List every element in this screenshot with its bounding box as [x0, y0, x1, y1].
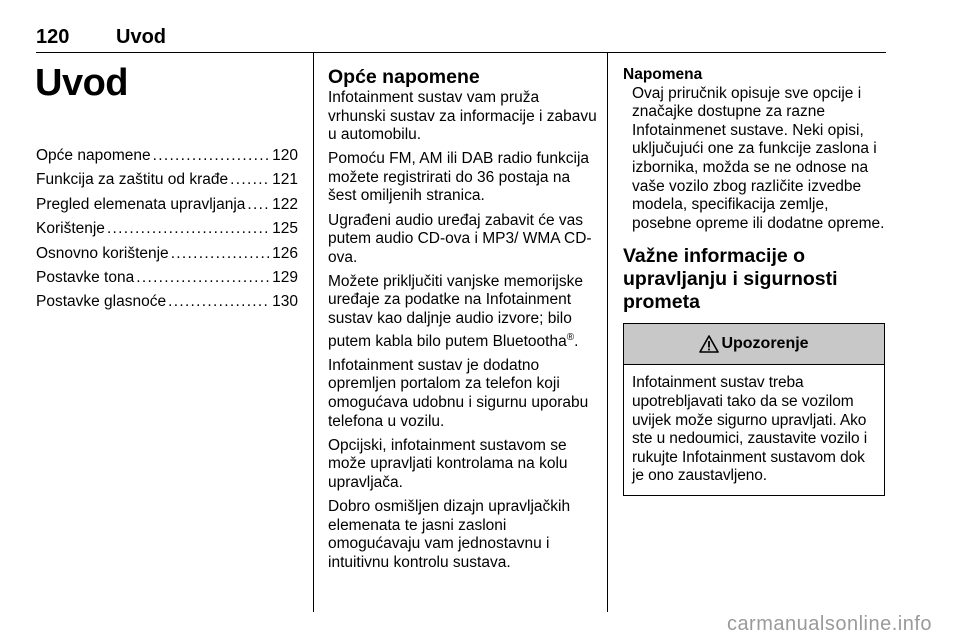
paragraph: Dobro osmišljen dizajn upravljačkih elemenata te jasni zasloni omogućavaju vam jednostavnu i intuitivnu kontrolu sustava.	[328, 498, 571, 571]
toc-entry[interactable]	[36, 290, 298, 314]
right-column	[623, 66, 891, 496]
toc-leader	[168, 290, 270, 314]
watermark: carmanualsonline.info	[726, 613, 932, 635]
column-divider	[607, 52, 608, 612]
paragraph-period: .	[574, 332, 579, 350]
registered-mark: ®	[566, 331, 575, 343]
toc-leader	[107, 217, 270, 241]
toc-label: Korištenje	[36, 220, 105, 238]
warning-triangle-icon	[699, 335, 719, 353]
general-section	[328, 66, 598, 578]
toc-label: Osnovno korištenje	[36, 244, 169, 262]
toc-leader	[171, 242, 270, 266]
toc-label: Funkcija za zaštitu od krađe	[36, 171, 229, 189]
warning-title: Upozorenje	[721, 335, 809, 353]
chapter-title: Uvod	[35, 62, 128, 104]
toc-page: 129	[272, 269, 298, 287]
warning-text: Infotainment sustav treba upotrebljavati tako da se vozilom uvijek može sigurno upravljati. Ako ste u nedoumici, zaustavite vozilo i rukujte Infotainment sustavom dok je ono zaustavljeno.	[632, 374, 868, 485]
toc-entry[interactable]	[36, 144, 298, 168]
column-divider	[313, 52, 314, 612]
paragraph: Pomoću FM, AM ili DAB radio funkcija možete registrirati do 36 postaja na šest omiljenih stranica.	[328, 150, 590, 205]
toc-page: 126	[272, 244, 298, 262]
toc-leader	[230, 168, 270, 192]
section-heading: Opće napomene	[328, 66, 480, 88]
toc-entry[interactable]	[36, 168, 298, 192]
warning-header	[624, 324, 884, 365]
toc-entry[interactable]	[36, 217, 298, 241]
toc-label: Opće napomene	[36, 147, 151, 164]
toc-page: 125	[272, 220, 298, 238]
paragraph: Infotainment sustav je dodatno opremljen portalom za telefon koji omogućava udobnu i sigurnu uporabu telefona u vozilu.	[328, 356, 589, 430]
paragraph: Infotainment sustav vam pruža vrhunski sustav za informacije i zabavu u automobilu.	[328, 89, 597, 144]
toc-leader	[247, 193, 270, 217]
toc-label: Postavke tona	[36, 269, 135, 287]
page-number: 120	[36, 26, 70, 48]
note-label: Napomena	[623, 66, 703, 83]
toc-page: 120	[272, 147, 298, 164]
running-title: Uvod	[116, 26, 166, 48]
section-heading: Važne informacije o upravljanju i sigurnosti prometa	[623, 245, 838, 314]
warning-box	[623, 323, 885, 496]
toc-leader	[136, 266, 270, 290]
paragraph-text: Možete priključiti vanjske memorijske uređaje za podatke na Infotainment sustav kao daljnje audio izvore; bilo putem kabla bilo putem Bluetootha	[328, 272, 583, 350]
note-text: Ovaj priručnik opisuje sve opcije i značajke dostupne za razne Infotainmenet sustave. Neki opisi, uključujući one za funkcije zaslona i izbornika, možda se ne odnose na vaše vozilo zbog različite izvedbe modela, specifikacija zemlje, posebne opreme ili dodatne opreme.	[632, 84, 885, 232]
toc-page: 121	[272, 171, 298, 189]
page-header	[36, 26, 886, 53]
toc-page: 130	[272, 293, 298, 311]
paragraph: Ugrađeni audio uređaj zabavit će vas putem audio CD-ova i MP3/ WMA CD-ova.	[328, 211, 592, 266]
toc-leader	[153, 144, 271, 168]
toc-entry[interactable]	[36, 266, 298, 290]
toc-label: Postavke glasnoće	[36, 293, 167, 311]
table-of-contents	[36, 144, 298, 315]
toc-label: Pregled elemenata upravljanja	[36, 195, 246, 213]
note-block	[623, 66, 891, 233]
toc-page: 122	[272, 195, 298, 213]
paragraph: Opcijski, infotainment sustavom se može upravljati kontrolama na kolu upravljača.	[328, 436, 568, 491]
toc-entry[interactable]	[36, 193, 298, 217]
toc-entry[interactable]	[36, 242, 298, 266]
paragraph	[328, 273, 598, 352]
